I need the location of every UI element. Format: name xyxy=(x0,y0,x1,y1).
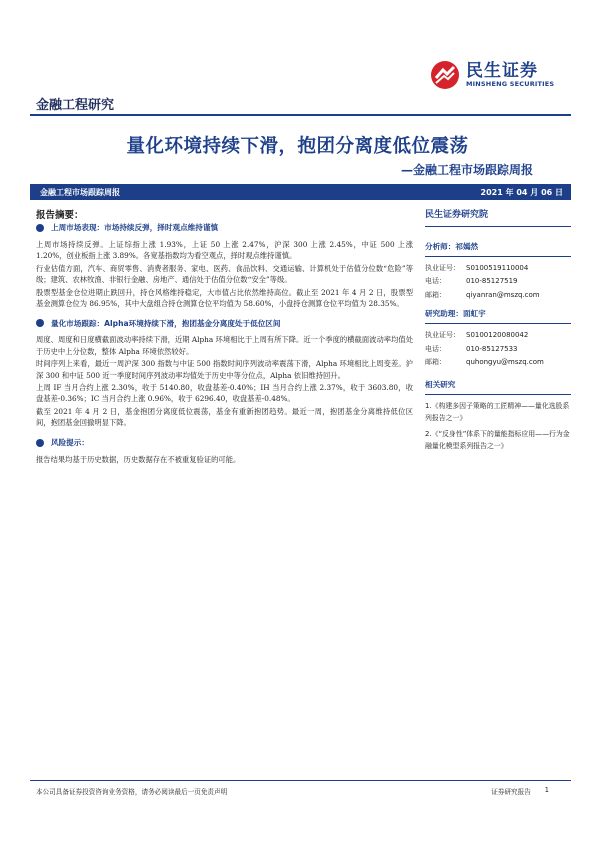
analyst-heading: 分析师：祁嫣然 xyxy=(425,241,571,257)
page-number: 1 xyxy=(544,786,549,794)
paragraph: 上周市场持续反弹。上证综指上涨 1.93%，上证 50 上涨 2.47%，沪深 300 上涨 2.45%，中证 500 上涨 1.20%，创业板指上涨 3.89%。各宽基指数均为看空观点，择时观点维持谨慎。 xyxy=(36,240,413,261)
report-subtitle: —金融工程市场跟踪周报 xyxy=(400,163,533,177)
contact-value: 010-85127533 xyxy=(466,344,518,353)
contact-value: 010-85127519 xyxy=(466,277,518,286)
contact-row xyxy=(425,356,571,369)
contact-key: 电话： xyxy=(425,344,446,353)
department-label: 金融工程研究 xyxy=(36,98,115,113)
section-heading-text: 量化市场跟踪：Alpha环境持续下滑，抱团基金分离度处于低位区间 xyxy=(51,318,281,328)
sidebar xyxy=(425,207,571,457)
section-heading-text: 风险提示： xyxy=(51,437,89,447)
paragraph: 行业估值方面，汽车、商贸零售、消费者服务、家电、医药、食品饮料、交通运输、计算机处于估值分位数“危险”等级；建筑、农林牧渔、非银行金融、房地产、通信处于估值分位数“安全”等级。 xyxy=(36,263,413,285)
paragraph: 截至 2021 年 4 月 2 日，基金抱团分离度低位震荡，基金有重新抱团趋势。最近一周，抱团基金分离维持低位区间，抱团基金回撤明显下降。 xyxy=(36,406,413,428)
assistant-block xyxy=(425,308,571,369)
contact-row xyxy=(425,262,571,275)
paragraph: 报告结果均基于历史数据，历史数据存在不被重复验证的可能。 xyxy=(36,454,241,464)
section-heading-text: 上周市场表现：市场持续反弹，择时观点维持谨慎 xyxy=(51,223,219,233)
contact-row xyxy=(425,329,571,342)
contact-value: S0100519110004 xyxy=(466,264,529,272)
footer-meta xyxy=(491,786,549,796)
related-research-heading: 相关研究 xyxy=(425,379,571,395)
footer-disclaimer: 本公司具备证券投资咨询业务资格，请务必阅读最后一页免责声明 xyxy=(36,788,228,796)
bullet-icon xyxy=(36,224,44,232)
contact-row xyxy=(425,289,571,302)
footer-divider xyxy=(30,780,571,781)
analyst-block xyxy=(425,241,571,302)
report-date: 2021 年 04 月 06 日 xyxy=(480,187,563,197)
report-info-band xyxy=(30,184,571,200)
section-heading xyxy=(36,437,413,449)
section-heading xyxy=(36,222,413,234)
related-report-link[interactable]: 2.《“反身性”体系下的量能指标应用——行为金融量化模型系列报告之一》 xyxy=(425,430,570,450)
summary-label: 报告摘要： xyxy=(36,210,84,221)
brand-logo xyxy=(430,58,570,92)
contact-key: 邮箱： xyxy=(425,290,446,299)
section-heading xyxy=(36,317,413,329)
paragraph: 上周 IF 当月合约上涨 2.30%，收于 5140.80，收盘基差-0.40%；IH 当月合约上涨 2.37%，收于 3603.80，收盘基差-0.36%；IC 当月合约上涨 0.96%，收于 6296.40，收盘基差-0.48%。 xyxy=(36,383,413,404)
contact-key: 执业证号： xyxy=(425,264,460,272)
brand-name-cn: 民生证券 xyxy=(466,60,538,81)
report-title: 量化环境持续下滑，抱团分离度低位震荡 xyxy=(126,136,469,157)
assistant-heading: 研究助理：面虹宇 xyxy=(425,308,571,324)
contact-row xyxy=(425,343,571,356)
related-report-link[interactable]: 1.《构建多因子策略的工匠精神——量化选股系列报告之一》 xyxy=(425,402,570,423)
contact-key: 执业证号： xyxy=(425,331,460,340)
contact-row xyxy=(425,275,571,288)
top-divider xyxy=(30,114,571,116)
contact-value: S0100120080042 xyxy=(466,331,529,340)
paragraph: 股票型基金仓位进期止跌回升，持仓风格维持稳定，大市值占比依然维持高位。截止至 2021 年 4 月 2 日，股票型基金测算仓位为 86.95%，其中大盘组合持仓测算仓位平均值为 58.60%，小盘持仓测算仓位平均值为 28.35%。 xyxy=(36,287,413,309)
contact-key: 邮箱： xyxy=(425,358,446,367)
email-link[interactable]: qiyanran@mszq.com xyxy=(466,290,540,299)
bullet-icon xyxy=(36,319,44,327)
email-link[interactable]: quhongyu@mszq.com xyxy=(466,358,544,367)
paragraph: 时间序列上来看，最近一周沪深 300 指数与中证 500 指数时间序列波动率震荡下滑，Alpha 环境相比上周变差。沪深 300 和中证 500 近一季度时间序列波动率均值处于历史中等分位点，Alpha 依旧维持回升。 xyxy=(36,359,413,380)
bullet-icon xyxy=(36,439,44,447)
institute-name: 民生证券研究院 xyxy=(425,207,571,227)
report-series: 金融工程市场跟踪周报 xyxy=(40,187,120,197)
brand-name-en: MINSHENG SECURITIES xyxy=(466,79,555,88)
paragraph: 周度、周度和日度横截面波动率持续下滑，近期 Alpha 环境相比于上周有所下降。近一个季度的横截面波动率均值处于历史中上分位数，整体 Alpha 环境依然较好。 xyxy=(36,335,413,356)
minsheng-logo-icon xyxy=(430,60,460,90)
doc-type-label: 证券研究报告 xyxy=(491,788,531,796)
contact-key: 电话： xyxy=(425,277,446,286)
summary-body xyxy=(36,222,413,466)
